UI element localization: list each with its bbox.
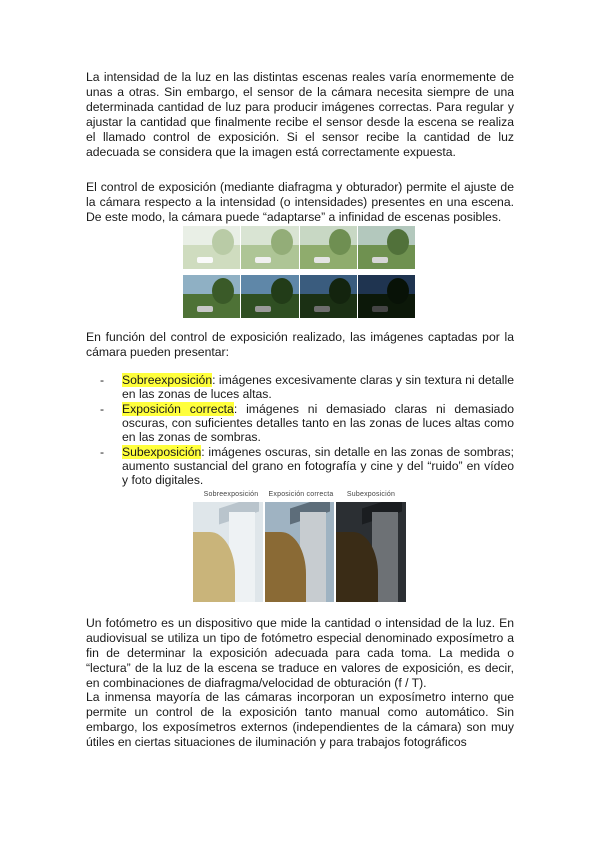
exposure-comparison-figure <box>193 502 406 602</box>
list-item-overexposure: - Sobreexposición: imágenes excesivamente claras y sin textura ni detalle en las zonas de luces altas. <box>100 373 514 401</box>
paragraph-exposure-control: El control de exposición (mediante diafragma y obturador) permite el ajuste de la cámara respecto a la intensidad (o intensidades) presentes en una escena. De este modo, la cámara puede “adaptarse” a infinidad de escenas posibles. <box>86 180 514 224</box>
figure-captions <box>196 491 406 498</box>
exposure-frame <box>300 226 357 269</box>
exposure-frame <box>241 275 298 318</box>
list-item-underexposure: - Subexposición: imágenes oscuras, sin detalle en las zonas de sombras; aumento sustancial del grano en fotografía y cine y del “ruido” en vídeo y foto digitales. <box>100 445 514 487</box>
caption-overexposure: Sobreexposición <box>203 491 259 498</box>
caption-underexposure: Subexposición <box>346 491 396 498</box>
exposure-types-list <box>100 373 514 488</box>
photo-overexposed <box>193 502 263 602</box>
exposure-frame <box>183 275 240 318</box>
term-highlight: Subexposición <box>122 445 202 459</box>
exposure-strip-dark <box>183 275 415 318</box>
exposure-frame <box>183 226 240 269</box>
list-item-correct-exposure: - Exposición correcta: imágenes ni demasiado claras ni demasiado oscuras, con suficientes detalles tanto en las zonas de luces altas como en las zonas de sombras. <box>100 402 514 444</box>
photo-correct <box>265 502 335 602</box>
exposure-frame <box>300 275 357 318</box>
caption-correct: Exposición correcta <box>268 491 334 498</box>
exposure-frame <box>358 275 415 318</box>
exposure-frame <box>241 226 298 269</box>
photo-underexposed <box>336 502 406 602</box>
exposure-frame <box>358 226 415 269</box>
paragraph-intro: La intensidad de la luz en las distintas escenas reales varía enormemente de unas a otras. Sin embargo, el sensor de la cámara necesita siempre de una determinada cantidad de luz para producir imágenes correctas. Para regular y ajustar la cantidad que finalmente recibe el sensor desde la escena se realiza el llamado control de exposición. Si el sensor recibe la cantidad de luz adecuada se considera que la imagen está correctamente expuesta. <box>86 70 514 159</box>
term-highlight: Sobreexposición <box>122 373 213 387</box>
paragraph-outcomes: En función del control de exposición realizado, las imágenes captadas por la cámara pueden presentar: <box>86 330 514 359</box>
term-highlight: Exposición correcta <box>122 402 234 416</box>
exposure-strip-bright <box>183 226 415 269</box>
paragraph-photometer: Un fotómetro es un dispositivo que mide la cantidad o intensidad de la luz. En audiovisual se utiliza un tipo de fotómetro especial denominado exposímetro a fin de determinar la exposición adecuada para cada toma. La medida o “lectura” de la luz de la escena se traduce en valores de exposición, es decir, en combinaciones de diafragma/velocidad de obturación (f / T). <box>86 616 514 690</box>
paragraph-exposimeter: La inmensa mayoría de las cámaras incorporan un exposímetro interno que permite un control de la exposición tanto manual como automático. Sin embargo, los exposímetros externos (independientes de la cámara) son muy útiles en ciertas situaciones de iluminación y para trabajos fotográficos <box>86 690 514 749</box>
